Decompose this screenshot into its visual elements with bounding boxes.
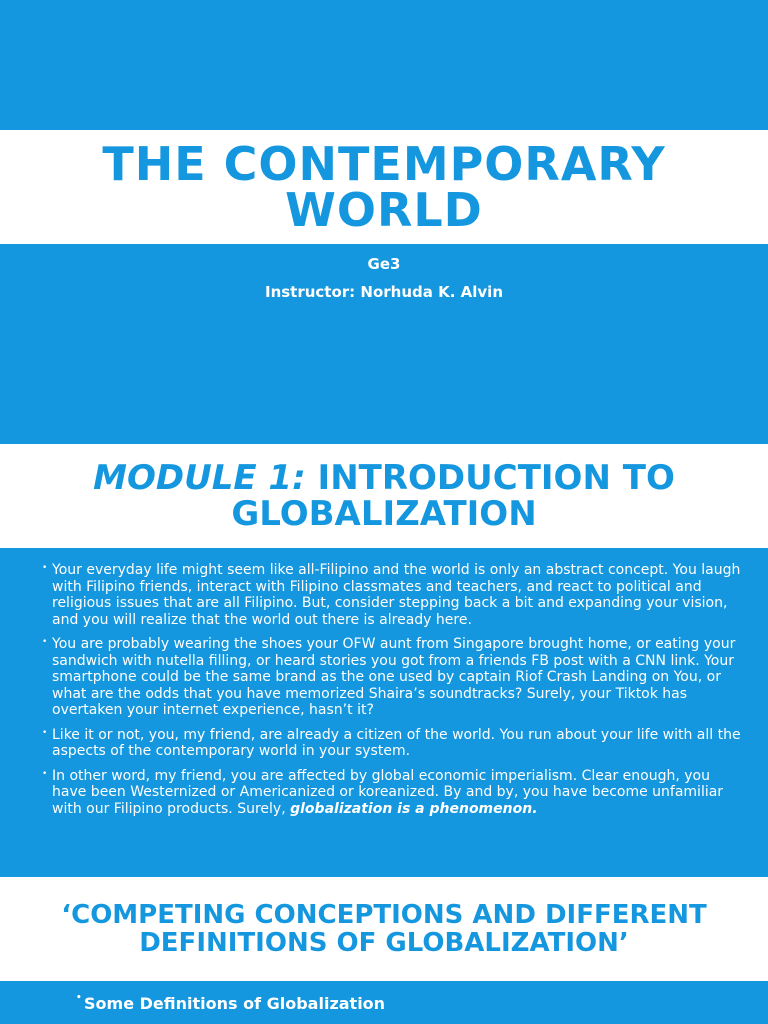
course-code: Ge3: [367, 255, 401, 273]
paragraph-item: • Your everyday life might seem like all-Filipino and the world is only an abstract concept. You laugh with Filipino friends, interact with Filipino classmates and teachers, and react to political and religious issues that are all Filipino. But, consider stepping back a bit and expanding your vision, and you will realize that the world out there is already here.: [42, 562, 742, 628]
title-band: [0, 130, 768, 244]
body-text-band: [0, 548, 768, 877]
paragraph-item: • Like it or not, you, my friend, are already a citizen of the world. You run about your life with all the aspects of the contemporary world in your system.: [42, 727, 742, 760]
title-line-1: THE CONTEMPORARY: [102, 137, 666, 191]
emphasis-text: globalization is a phenomenon.: [290, 800, 538, 817]
title-line-2: WORLD: [285, 183, 483, 237]
definitions-label: Some Definitions of Globalization: [84, 994, 386, 1013]
bullet-icon: •: [76, 993, 82, 1003]
module-label: MODULE 1:: [93, 458, 306, 498]
module-heading: [93, 460, 675, 532]
page-title: [102, 137, 666, 237]
section-heading-line-2: DEFINITIONS OF GLOBALIZATION’: [139, 928, 629, 958]
subtitle-band: [0, 244, 768, 444]
bottom-band: [0, 981, 768, 1024]
paragraph-list: [42, 562, 742, 825]
section-heading-line-1: ‘COMPETING CONCEPTIONS AND DIFFERENT: [61, 900, 707, 930]
module-band: [0, 444, 768, 548]
section-heading: [61, 901, 707, 957]
top-band: [0, 0, 768, 130]
module-title-line-2: GLOBALIZATION: [231, 494, 537, 534]
instructor-name: Instructor: Norhuda K. Alvin: [264, 283, 503, 301]
definitions-bullet: [76, 993, 386, 1013]
paragraph-item: • You are probably wearing the shoes your OFW aunt from Singapore brought home, or eating your sandwich with nutella filling, or heard stories you got from a friends FB post with a CNN link. Your smartphone could be the same brand as the one used by captain Riof Crash Landing on You, or what are the odds that you have memorized Shaira’s soundtracks? Surely, your Tiktok has overtaken your internet experience, hasn’t it?: [42, 636, 742, 719]
module-title-line-1: INTRODUCTION TO: [317, 458, 675, 498]
section-heading-band: [0, 877, 768, 981]
paragraph-item: • In other word, my friend, you are affected by global economic imperialism. Clear enough, you have been Westernized or Americanized or koreanized. By and by, you have become unfamiliar with our Filipino products. Surely, globalization is a phenomenon.: [42, 768, 742, 818]
